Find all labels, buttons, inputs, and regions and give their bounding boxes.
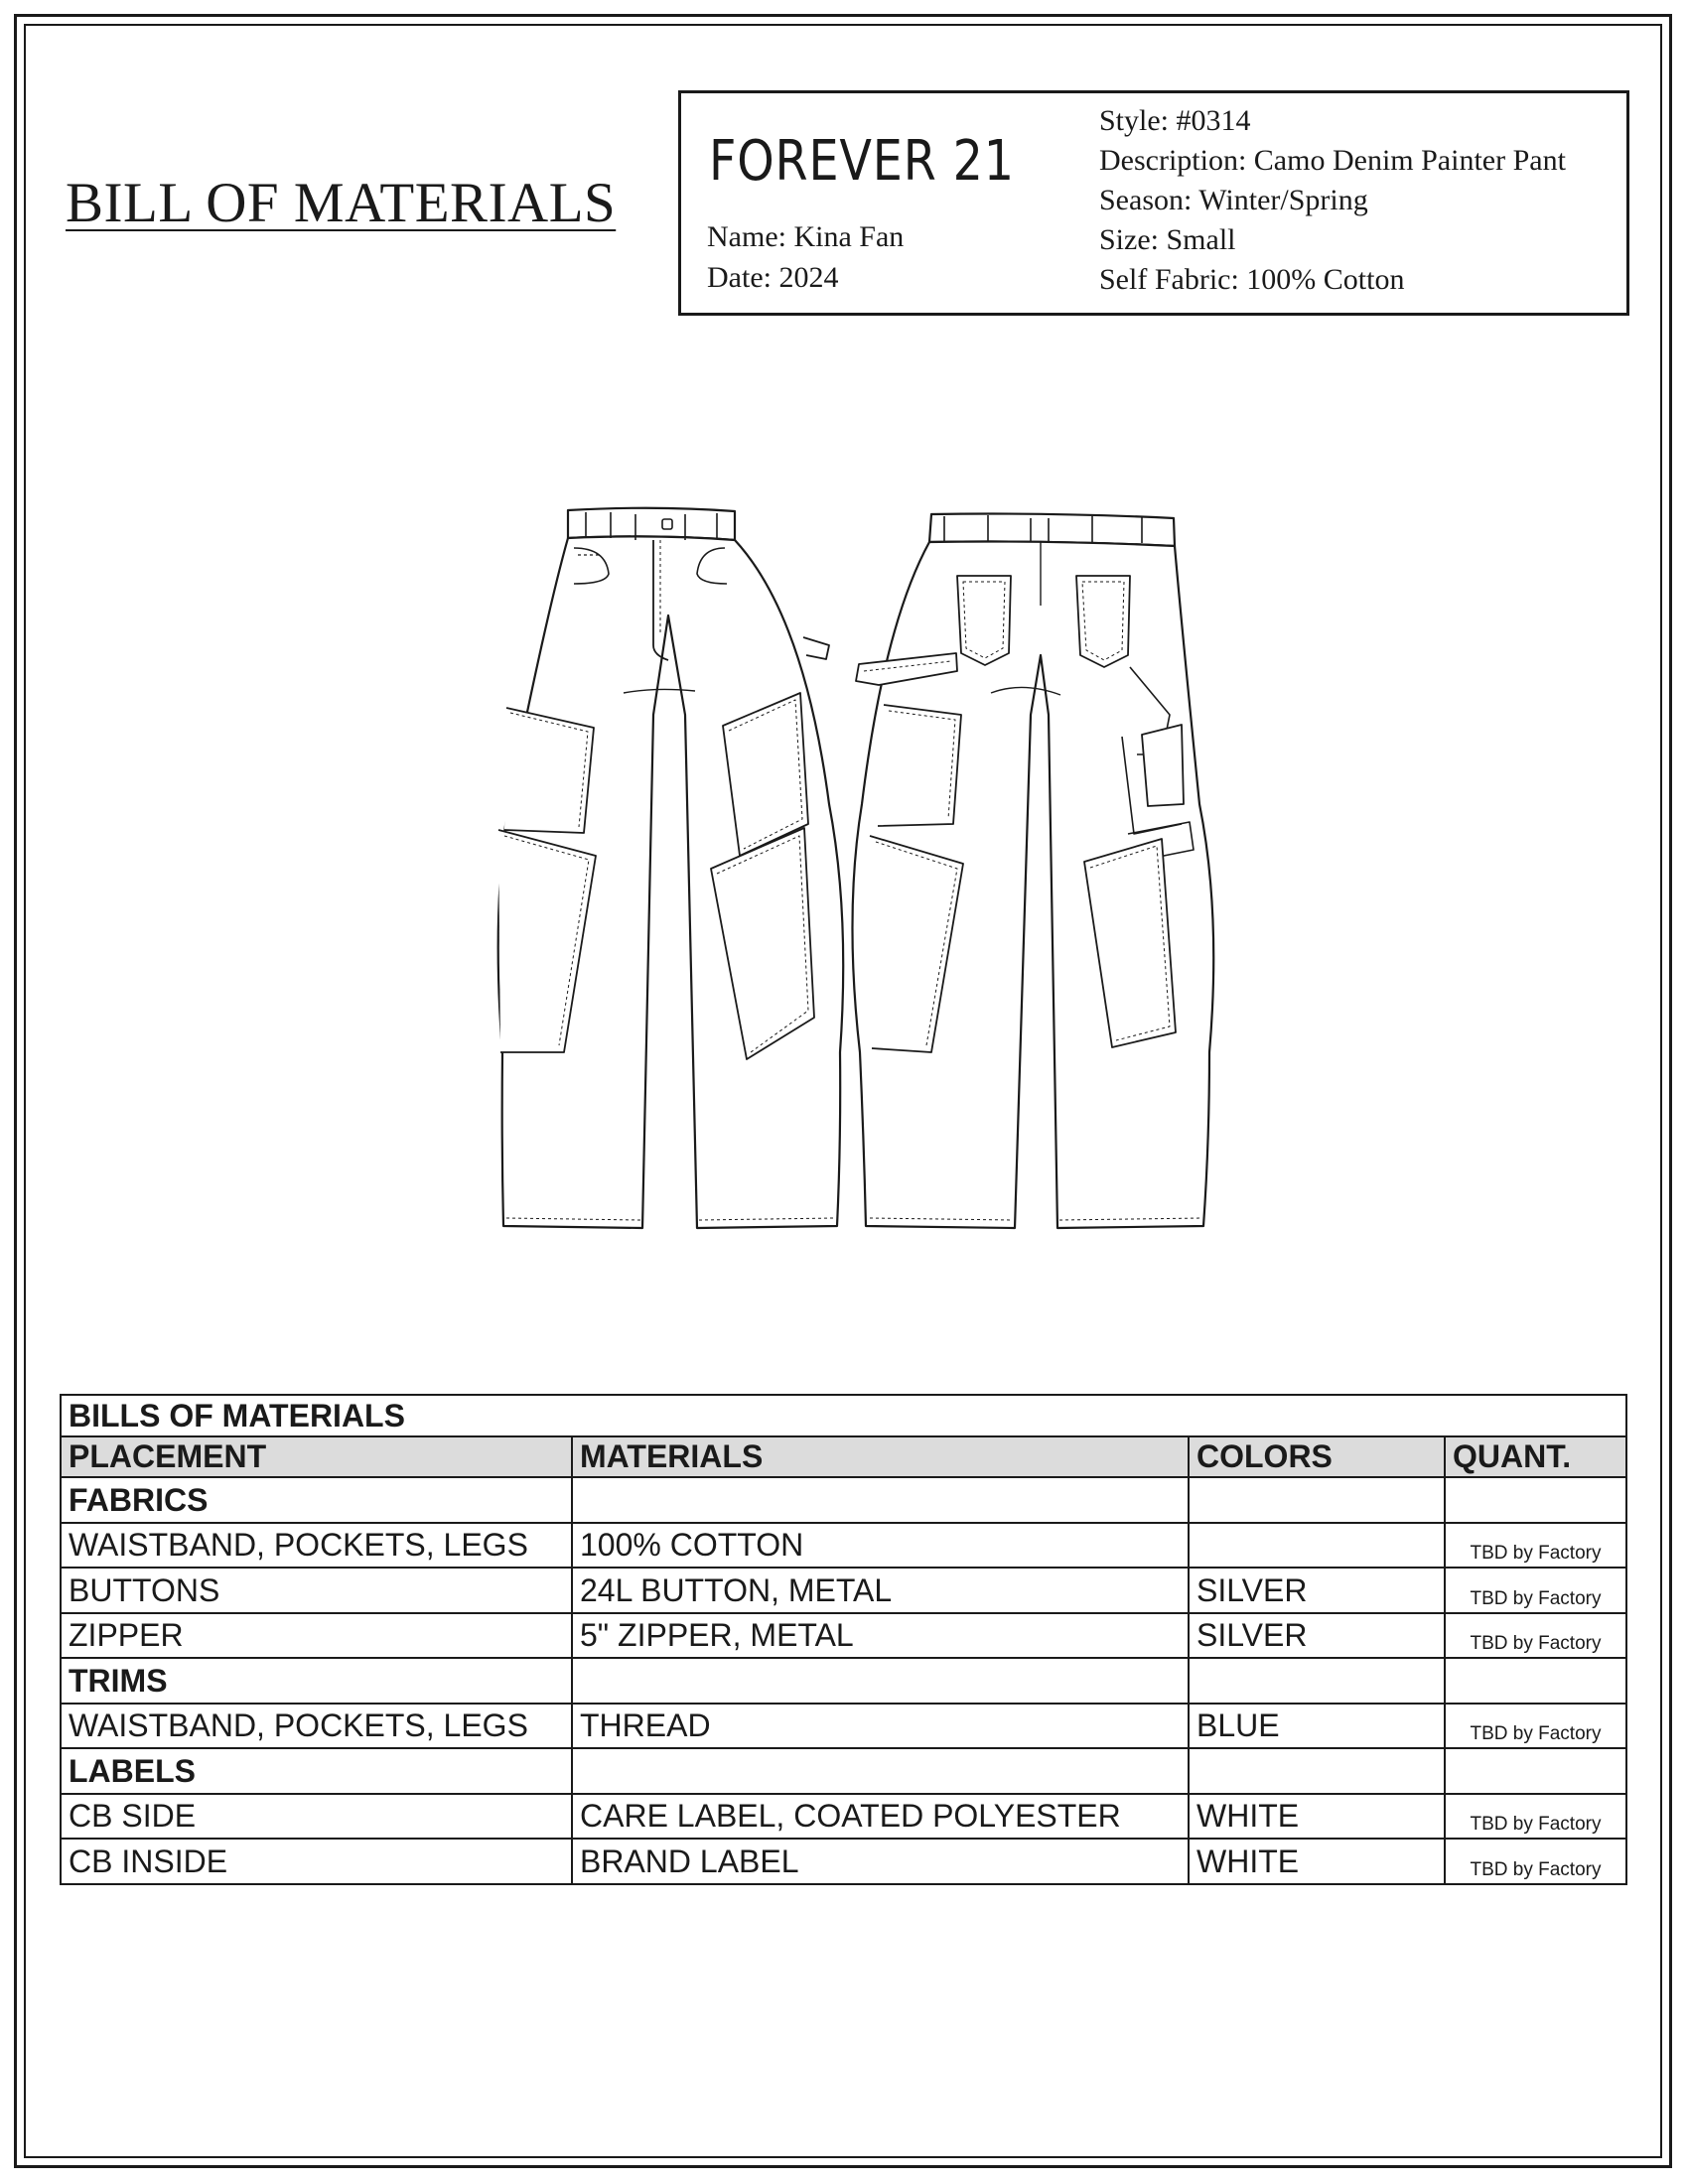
document-title: BILL OF MATERIALS [66, 172, 617, 234]
cell-material [572, 1658, 1189, 1704]
table-row [61, 1613, 1626, 1659]
cell-quantity [1445, 1748, 1626, 1794]
designer-info [707, 216, 904, 298]
cell-placement: LABELS [61, 1748, 572, 1794]
style-self-fabric: Self Fabric: 100% Cotton [1099, 263, 1405, 296]
cell-quantity: TBD by Factory [1445, 1568, 1626, 1613]
cell-material: BRAND LABEL [572, 1839, 1189, 1884]
cell-quantity: TBD by Factory [1445, 1704, 1626, 1749]
style-description: Description: Camo Denim Painter Pant [1099, 144, 1566, 177]
design-date: Date: 2024 [707, 261, 839, 294]
column-header-quantity: QUANT. [1445, 1436, 1626, 1478]
bom-section-row [61, 1748, 1626, 1794]
cell-material [572, 1477, 1189, 1523]
cell-placement: CB SIDE [61, 1794, 572, 1840]
brand-logo: FOREVER 21 [709, 129, 1015, 194]
cell-quantity: TBD by Factory [1445, 1613, 1626, 1659]
cell-placement: WAISTBAND, POCKETS, LEGS [61, 1523, 572, 1569]
bom-table-title-row [61, 1395, 1626, 1436]
style-info [1099, 101, 1566, 300]
cell-placement: BUTTONS [61, 1568, 572, 1613]
cell-quantity: TBD by Factory [1445, 1794, 1626, 1840]
designer-name: Name: Kina Fan [707, 220, 905, 253]
front-view-pants [498, 508, 844, 1228]
column-header-placement: PLACEMENT [61, 1436, 572, 1478]
cell-color [1189, 1748, 1445, 1794]
cell-material: 5" ZIPPER, METAL [572, 1613, 1189, 1659]
cell-color: SILVER [1189, 1613, 1445, 1659]
style-number: Style: #0314 [1099, 104, 1251, 137]
cell-color [1189, 1658, 1445, 1704]
table-row [61, 1704, 1626, 1749]
cell-color: BLUE [1189, 1704, 1445, 1749]
table-row [61, 1523, 1626, 1569]
technical-flat-sketch [487, 496, 1241, 1241]
cell-quantity [1445, 1658, 1626, 1704]
cell-quantity [1445, 1477, 1626, 1523]
style-season: Season: Winter/Spring [1099, 184, 1368, 216]
bom-column-headers [61, 1436, 1626, 1478]
bom-table-title: BILLS OF MATERIALS [61, 1395, 1626, 1436]
cell-quantity: TBD by Factory [1445, 1523, 1626, 1569]
cell-material: CARE LABEL, COATED POLYESTER [572, 1794, 1189, 1840]
bom-section-row [61, 1658, 1626, 1704]
cell-color: SILVER [1189, 1568, 1445, 1613]
cell-color [1189, 1477, 1445, 1523]
cell-color: WHITE [1189, 1839, 1445, 1884]
table-row [61, 1839, 1626, 1884]
bom-section-row [61, 1477, 1626, 1523]
cell-color [1189, 1523, 1445, 1569]
column-header-materials: MATERIALS [572, 1436, 1189, 1478]
cell-material: THREAD [572, 1704, 1189, 1749]
cell-color: WHITE [1189, 1794, 1445, 1840]
cell-placement: WAISTBAND, POCKETS, LEGS [61, 1704, 572, 1749]
cell-placement: CB INSIDE [61, 1839, 572, 1884]
bom-table [60, 1394, 1627, 1885]
back-view-pants [852, 514, 1213, 1229]
cell-placement: FABRICS [61, 1477, 572, 1523]
table-row [61, 1568, 1626, 1613]
style-size: Size: Small [1099, 223, 1236, 256]
cell-material [572, 1748, 1189, 1794]
header-info-box [678, 90, 1629, 316]
column-header-colors: COLORS [1189, 1436, 1445, 1478]
cell-quantity: TBD by Factory [1445, 1839, 1626, 1884]
cell-placement: ZIPPER [61, 1613, 572, 1659]
cell-material: 24L BUTTON, METAL [572, 1568, 1189, 1613]
table-row [61, 1794, 1626, 1840]
cell-placement: TRIMS [61, 1658, 572, 1704]
cell-material: 100% COTTON [572, 1523, 1189, 1569]
